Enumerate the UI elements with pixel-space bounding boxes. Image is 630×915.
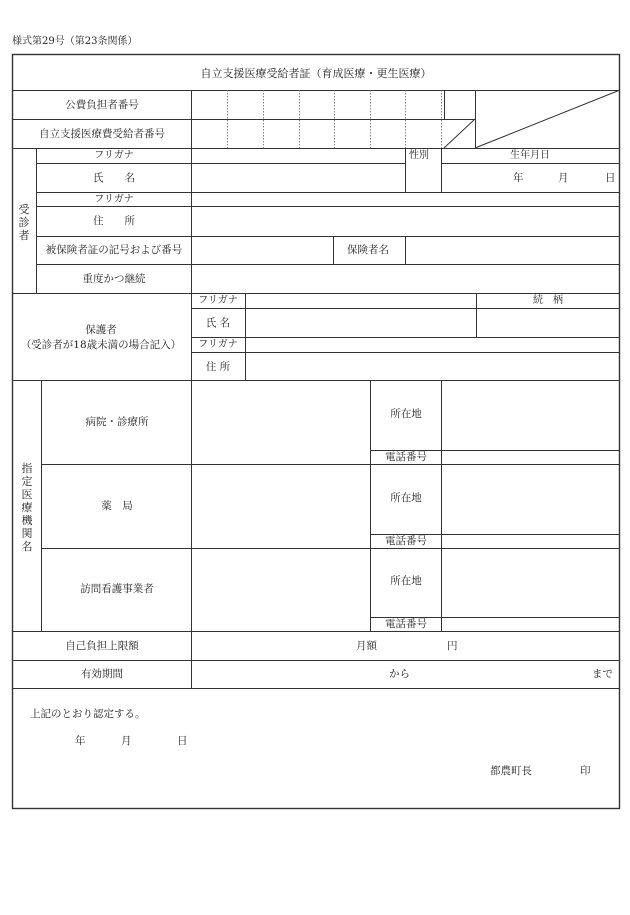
form-title: 自立支援医療受給者証（育成医療・更生医療） bbox=[200, 67, 432, 80]
relationship-label: 続 柄 bbox=[533, 295, 563, 306]
nursing-phone-label: 電話番号 bbox=[385, 618, 427, 630]
hospital-label: 病院・診療所 bbox=[85, 416, 149, 428]
birth-year-label: 年 bbox=[513, 172, 524, 184]
guardian-address-label: 住 所 bbox=[205, 361, 231, 373]
pharmacy-label: 薬 局 bbox=[101, 500, 133, 512]
limit-label: 自己負担上限額 bbox=[65, 640, 139, 652]
patient-name-label: 氏 名 bbox=[93, 172, 135, 184]
validity-from-label: から bbox=[389, 668, 410, 680]
insurance-card-label: 被保険者証の記号および番号 bbox=[45, 244, 183, 256]
birth-month-label: 月 bbox=[558, 172, 569, 184]
institutions-section-label: 指定医療機関名 bbox=[21, 462, 33, 553]
birth-day-label: 日 bbox=[605, 172, 616, 184]
monthly-label: 月額 bbox=[356, 640, 377, 652]
seal-label: 印 bbox=[580, 765, 591, 777]
guardian-name-label: 氏 名 bbox=[205, 317, 231, 329]
form-number: 様式第29号（第23条関係） bbox=[12, 36, 138, 47]
severe-continuous-label: 重度かつ継続 bbox=[82, 273, 146, 285]
guardian-furigana-label: フリガナ bbox=[198, 295, 238, 306]
pharmacy-location-label: 所在地 bbox=[390, 492, 422, 504]
pharmacy-phone-label: 電話番号 bbox=[385, 535, 427, 547]
guardian-furigana2-label: フリガナ bbox=[198, 339, 238, 350]
sex-label: 性別 bbox=[409, 150, 429, 161]
mayor-label: 都農町長 bbox=[490, 765, 532, 777]
insurer-name-label: 保険者名 bbox=[347, 244, 389, 256]
certify-year-label: 年 bbox=[75, 735, 86, 747]
validity-until-label: まで bbox=[592, 668, 613, 680]
address-furigana-label: フリガナ bbox=[94, 194, 134, 205]
guardian-label: 保護者 bbox=[85, 324, 117, 336]
nursing-label: 訪問看護事業者 bbox=[80, 583, 154, 595]
certify-month-label: 月 bbox=[121, 735, 132, 747]
certify-statement: 上記のとおり認定する。 bbox=[30, 708, 146, 720]
hospital-phone-label: 電話番号 bbox=[385, 451, 427, 463]
patient-furigana-label: フリガナ bbox=[94, 150, 134, 161]
certify-day-label: 日 bbox=[177, 735, 188, 747]
patient-address-label: 住 所 bbox=[93, 215, 135, 227]
birth-date-label: 生年月日 bbox=[510, 150, 550, 161]
guardian-note: （受診者が18歳未満の場合記入） bbox=[20, 339, 182, 351]
patient-section-label: 受診者 bbox=[18, 203, 30, 242]
public-payer-number-label: 公費負担者番号 bbox=[65, 99, 139, 111]
yen-label: 円 bbox=[447, 640, 458, 652]
validity-label: 有効期間 bbox=[81, 668, 123, 680]
nursing-location-label: 所在地 bbox=[390, 575, 422, 587]
recipient-number-label: 自立支援医療費受給者番号 bbox=[39, 128, 165, 140]
hospital-location-label: 所在地 bbox=[390, 408, 422, 420]
